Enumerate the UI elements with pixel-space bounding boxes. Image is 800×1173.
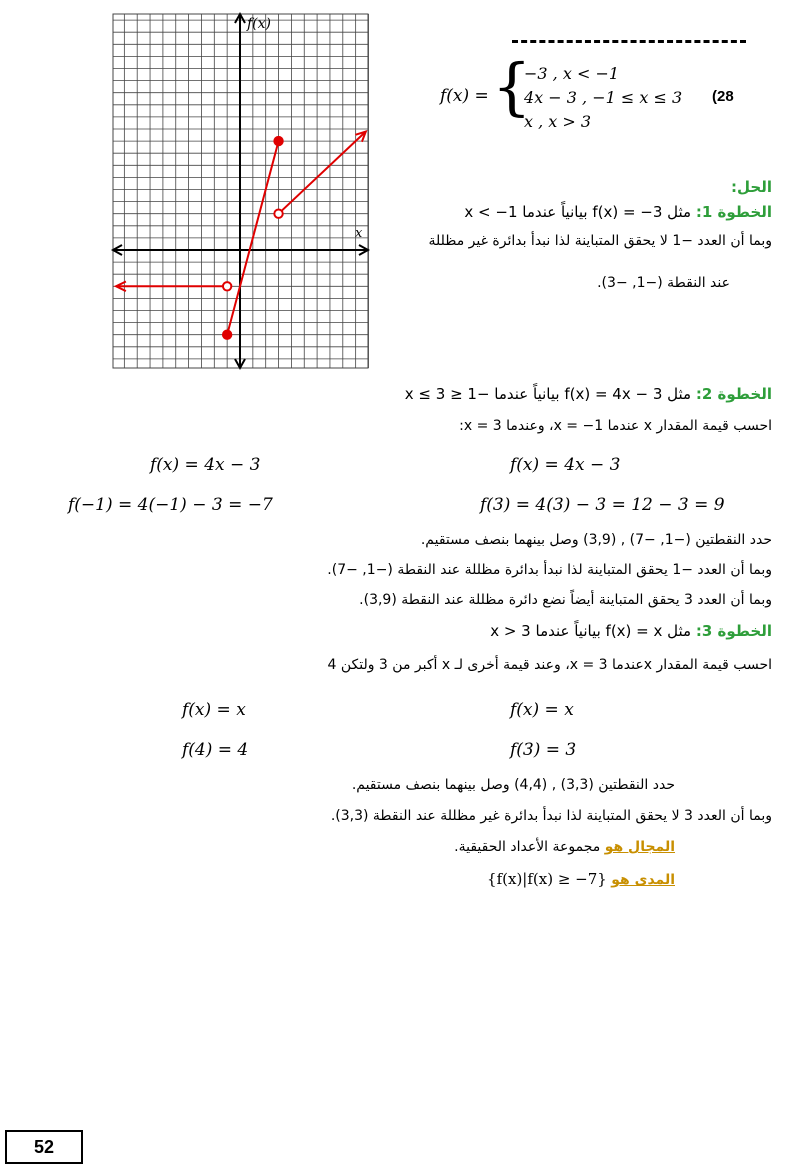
section-separator: [512, 40, 746, 43]
domain-label: المجال هو: [604, 839, 675, 855]
step3-right-eq2: f(3) = 3: [510, 740, 577, 760]
step3-label: الخطوة 3:: [695, 622, 772, 640]
step2-left-eq2: f(−1) = 4(−1) − 3 = −7: [68, 495, 273, 515]
step2-right-eq1: f(x) = 4x − 3: [510, 455, 621, 475]
case-1: −3 , x < −1: [524, 64, 620, 83]
step3-line-a: حدد النقطتين (3,3) , (4,4) وصل بينهما بنصف مستقيم.: [351, 777, 675, 793]
step1-line2: وبما أن العدد −1 لا يحقق المتباينة لذا نبدأ بدائرة غير مظللة: [428, 233, 772, 249]
page-number: 52: [5, 1130, 83, 1164]
step2-left-eq1: f(x) = 4x − 3: [150, 455, 261, 475]
step3-right-eq1: f(x) = x: [510, 700, 574, 720]
step1-line1: [464, 203, 772, 221]
step2-text: مثل f(x) = 4x − 3 بيانياً عندما −1 ≤ x ≤ 3: [404, 385, 692, 403]
step2-line-a: حدد النقطتين (−1, −7) , (3,9) وصل بينهما بنصف مستقيم.: [420, 532, 772, 548]
problem-statement: [440, 50, 740, 135]
range-text: {f(x)|f(x) ≥ −7}: [487, 870, 607, 888]
domain-text: مجموعة الأعداد الحقيقية.: [454, 839, 601, 855]
problem-number: (28: [712, 88, 734, 105]
step3-text: مثل f(x) = x بيانياً عندما x > 3: [490, 622, 692, 640]
step2-label: الخطوة 2:: [695, 385, 772, 403]
step1-text: مثل f(x) = −3 بيانياً عندما x < −1: [464, 203, 692, 221]
y-axis-label: f(x): [247, 16, 272, 32]
closed-point: [274, 137, 282, 145]
step3-line1: [490, 622, 772, 640]
x-axis-label: x: [355, 226, 363, 241]
open-point: [274, 210, 282, 218]
step3-calc-intro: احسب قيمة المقدار xعندما x = 3، وعند قيمة أخرى لـ x أكبر من 3 ولتكن 4: [327, 657, 772, 673]
function-graph: [0, 0, 400, 380]
step3-left-eq1: f(x) = x: [182, 700, 246, 720]
step2-line-b: وبما أن العدد −1 يحقق المتباينة لذا نبدأ بدائرة مظللة عند النقطة (−1, −7).: [327, 562, 772, 578]
step1-label: الخطوة 1:: [695, 203, 772, 221]
case-2: 4x − 3 , −1 ≤ x ≤ 3: [524, 88, 683, 107]
problem-lhs: f(x) =: [440, 86, 489, 106]
step2-calc-intro: احسب قيمة المقدار x عندما x = −1، وعندما x = 3:: [459, 418, 772, 434]
solution-heading: الحل:: [731, 178, 772, 196]
step1-line3: عند النقطة (−1, −3).: [597, 275, 730, 291]
step2-right-eq2: f(3) = 4(3) − 3 = 12 − 3 = 9: [480, 495, 725, 515]
step2-line1: [405, 385, 772, 403]
step2-line-c: وبما أن العدد 3 يحقق المتباينة أيضاً نضع دائرة مظللة عند النقطة (3,9).: [359, 592, 772, 608]
step3-left-eq2: f(4) = 4: [182, 740, 249, 760]
range-line: [487, 870, 675, 888]
domain-line: [454, 839, 675, 855]
case-3: x , x > 3: [524, 112, 592, 131]
step3-line-b: وبما أن العدد 3 لا يحقق المتباينة لذا نبدأ بدائرة غير مظللة عند النقطة (3,3).: [330, 808, 772, 824]
open-point: [223, 282, 231, 290]
brace: {: [492, 50, 532, 123]
range-label: المدى هو: [611, 872, 675, 888]
closed-point: [223, 331, 231, 339]
